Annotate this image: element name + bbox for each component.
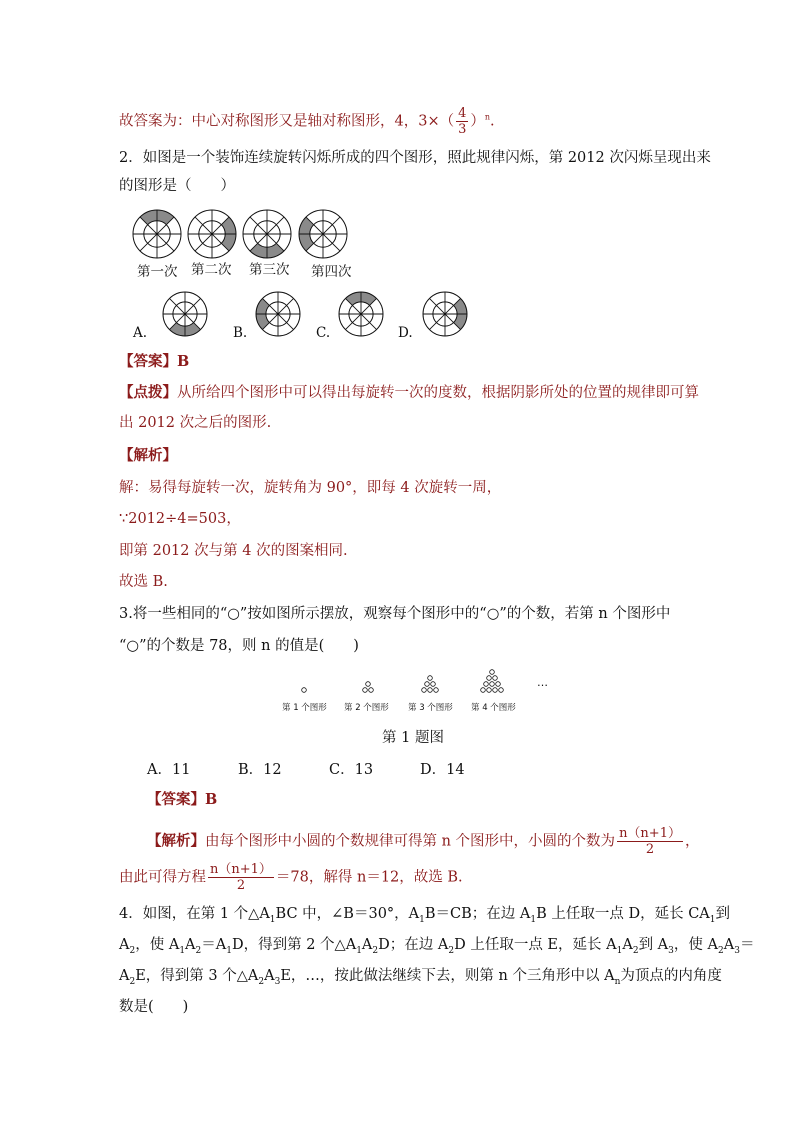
q3-option-a: A．11 — [147, 762, 191, 778]
q3-analysis-line2 — [119, 862, 463, 893]
q3-line2: “○”的个数是 78，则 n 的值是( ) — [119, 638, 359, 654]
q4-l1c: B＝CB；在边 A — [424, 906, 531, 922]
q4-sub: 1 — [226, 945, 232, 956]
q3-analysis-label: 【解析】 — [147, 832, 205, 850]
q4-sub: 1 — [419, 914, 425, 925]
q3-fig-label-2: 第 2 个图形 — [344, 703, 389, 713]
q4-line4: 数是( ) — [119, 999, 189, 1015]
option-wheel-1 — [163, 292, 207, 336]
dot-pattern-2 — [363, 682, 374, 693]
q4-l2k: ，使 A — [673, 937, 718, 953]
q2-hint-label: 【点拨】 — [119, 384, 177, 401]
q4-l2f: A — [361, 937, 373, 953]
q4-sub: 3 — [668, 945, 674, 956]
small-circle — [369, 688, 374, 693]
q4-l1b: BC 中，∠B＝30°，A — [275, 906, 420, 922]
q4-sub: 2 — [258, 976, 265, 987]
q4-l3c: A — [264, 968, 275, 984]
small-circle — [496, 682, 501, 687]
small-circle — [493, 688, 498, 693]
small-circle — [422, 688, 427, 693]
q4-l2a: A — [119, 937, 130, 953]
option-wheel-3 — [339, 292, 383, 336]
q3-fig-label-3: 第 3 个图形 — [408, 703, 453, 713]
q2-caption-4: 第四次 — [311, 264, 352, 280]
q3-ellipsis: … — [537, 676, 548, 689]
q3-option-b: B．12 — [238, 762, 282, 778]
q3-dots-figure — [280, 660, 560, 700]
q4-sub: 2 — [448, 945, 455, 956]
q4-l3e: 为顶点的内角度 — [620, 968, 722, 984]
q2-solution-3: 即第 2012 次与第 4 次的图案相同. — [119, 543, 348, 559]
q4-sub: 2 — [129, 976, 136, 987]
q4-sub: 1 — [709, 914, 716, 925]
small-circle — [487, 688, 492, 693]
small-circle — [499, 688, 504, 693]
q4-sub: 2 — [717, 945, 724, 956]
q4-l2b: ，使 A — [135, 937, 180, 953]
q2-option-figures — [155, 290, 475, 340]
q2-solution-2: ∵2012÷4=503， — [119, 511, 241, 527]
q4-line3 — [119, 966, 722, 992]
small-circle — [366, 682, 371, 687]
dot-pattern-4 — [481, 670, 504, 693]
q4-sub: 1 — [269, 914, 276, 925]
q3-line1: 3.将一些相同的“○”按如图所示摆放，观察每个图形中的“○”的个数，若第 n 个图形中 — [119, 606, 671, 622]
seq-wheel-2 — [188, 210, 236, 258]
q3-fraction-1 — [617, 826, 683, 857]
q4-sub: 2 — [195, 945, 202, 956]
q2-analysis-label: 【解析】 — [119, 447, 177, 464]
q4-sub: 3 — [734, 945, 740, 956]
q2-hint-text: 从所给四个图形中可以得出每旋转一次的度数，根据阴影所处的位置的规律即可算 — [177, 385, 699, 401]
q4-sub: 1 — [530, 914, 537, 925]
q4-l1a: 4．如图，在第 1 个△A — [119, 906, 270, 922]
q3-fraction-2 — [208, 862, 274, 893]
option-wheel-2 — [256, 292, 300, 336]
q1-fraction — [456, 106, 468, 137]
small-circle — [487, 676, 492, 681]
q4-l2e: D，得到第 2 个△A — [231, 937, 357, 953]
q4-sub: 3 — [274, 976, 281, 987]
seq-wheel-3 — [243, 210, 291, 258]
q4-l2j: 到 A — [638, 937, 669, 953]
q1-end: . — [490, 113, 495, 130]
q3-line2-prefix: 由此可得方程 — [119, 869, 206, 886]
q1-answer-suffix: ） — [470, 113, 485, 130]
q2-hint-line2: 出 2012 次之后的图形. — [119, 415, 272, 431]
q2-line1: 2．如图是一个装饰连续旋转闪烁所成的四个图形，照此规律闪烁，第 2012 次闪烁呈现出来 — [119, 150, 711, 166]
q4-l2i: A — [622, 937, 633, 953]
dot-pattern-3 — [422, 676, 439, 693]
small-circle — [490, 682, 495, 687]
q3-frac1-num: n（n+1） — [619, 826, 681, 841]
q4-l1e: 到 — [715, 906, 731, 922]
q1-answer-prefix: 故答案为：中心对称图形又是轴对称图形，4，3×（ — [119, 113, 455, 130]
q4-l3a: A — [119, 968, 130, 984]
q4-sub: 2 — [372, 945, 379, 956]
q4-l2g: D；在边 A — [378, 937, 449, 953]
small-circle — [428, 676, 433, 681]
option-wheel-4 — [423, 292, 467, 336]
q1-frac-den: 3 — [458, 122, 467, 137]
small-circle — [425, 682, 430, 687]
q3-analysis-line1 — [147, 826, 699, 857]
q3-analysis-text: 由每个图形中小圆的个数规律可得第 n 个图形中，小圆的个数为 — [205, 833, 616, 850]
q2-caption-3: 第三次 — [249, 262, 290, 278]
q2-caption-1: 第一次 — [137, 264, 178, 280]
q4-sub: 1 — [179, 945, 186, 956]
small-circle — [363, 688, 368, 693]
q4-sub: 2 — [632, 945, 639, 956]
q4-l2h: D 上任取一点 E，延长 A — [454, 937, 617, 953]
q3-fig-label-4: 第 4 个图形 — [471, 703, 516, 713]
q1-exponent: n — [484, 112, 491, 122]
q2-solution-1: 解：易得每旋转一次，旋转角为 90°，即每 4 次旋转一周， — [119, 480, 502, 496]
q2-line2: 的图形是（ ） — [119, 178, 235, 194]
small-circle — [434, 688, 439, 693]
q3-option-d: D．14 — [420, 762, 465, 778]
q2-solution-4: 故选 B. — [119, 574, 168, 590]
q3-line2-suffix: ＝78，解得 n＝12，故选 B. — [275, 869, 463, 886]
small-circle — [431, 682, 436, 687]
q2-option-d: D. — [398, 325, 413, 341]
q4-sub: 2 — [129, 945, 136, 956]
q2-option-c: C. — [316, 325, 331, 341]
q4-l1d: B 上任取一点 D，延长 CA — [536, 906, 710, 922]
q4-l3d: E，…，按此做法继续下去，则第 n 个三角形中以 A — [280, 968, 615, 984]
q3-fig-label-1: 第 1 个图形 — [282, 703, 327, 713]
q2-option-b: B. — [233, 325, 248, 341]
q1-frac-num: 4 — [458, 106, 467, 121]
q2-caption-2: 第二次 — [191, 262, 232, 278]
q2-seq-circles — [133, 210, 347, 258]
q3-option-c: C．13 — [329, 762, 374, 778]
small-circle — [484, 682, 489, 687]
q3-frac2-den: 2 — [236, 878, 246, 893]
q3-figure-title: 第 1 题图 — [382, 730, 444, 746]
q3-answer: 【答案】B — [147, 791, 218, 808]
q3-frac1-den: 2 — [645, 842, 655, 857]
small-circle — [481, 688, 486, 693]
seq-wheel-4 — [299, 210, 347, 258]
q1-answer-line — [119, 106, 495, 137]
q3-analysis-tail: ， — [684, 833, 700, 850]
small-circle — [428, 688, 433, 693]
q2-answer: 【答案】B — [119, 353, 190, 370]
q2-option-a: A. — [133, 325, 148, 341]
q4-line1 — [119, 904, 730, 930]
q4-line2 — [119, 935, 754, 961]
q4-l2m: ＝ — [739, 937, 755, 953]
q2-opt-circles — [163, 292, 467, 336]
q2-sequence-figures — [130, 206, 370, 264]
q4-sub: n — [614, 976, 621, 987]
small-circle — [493, 676, 498, 681]
q4-l3b: E，得到第 3 个△A — [135, 968, 259, 984]
q3-dot-groups — [302, 670, 504, 693]
q4-l2c: A — [185, 937, 196, 953]
small-circle — [490, 670, 495, 675]
q4-l2d: ＝A — [201, 937, 227, 953]
q3-frac2-num: n（n+1） — [210, 862, 272, 877]
small-circle — [302, 688, 307, 693]
q2-hint-line1 — [119, 383, 699, 403]
q4-sub: 1 — [616, 945, 623, 956]
dot-pattern-1 — [302, 688, 307, 693]
seq-wheel-1 — [133, 210, 181, 258]
q4-sub: 1 — [356, 945, 362, 956]
q4-l2l: A — [723, 937, 735, 953]
